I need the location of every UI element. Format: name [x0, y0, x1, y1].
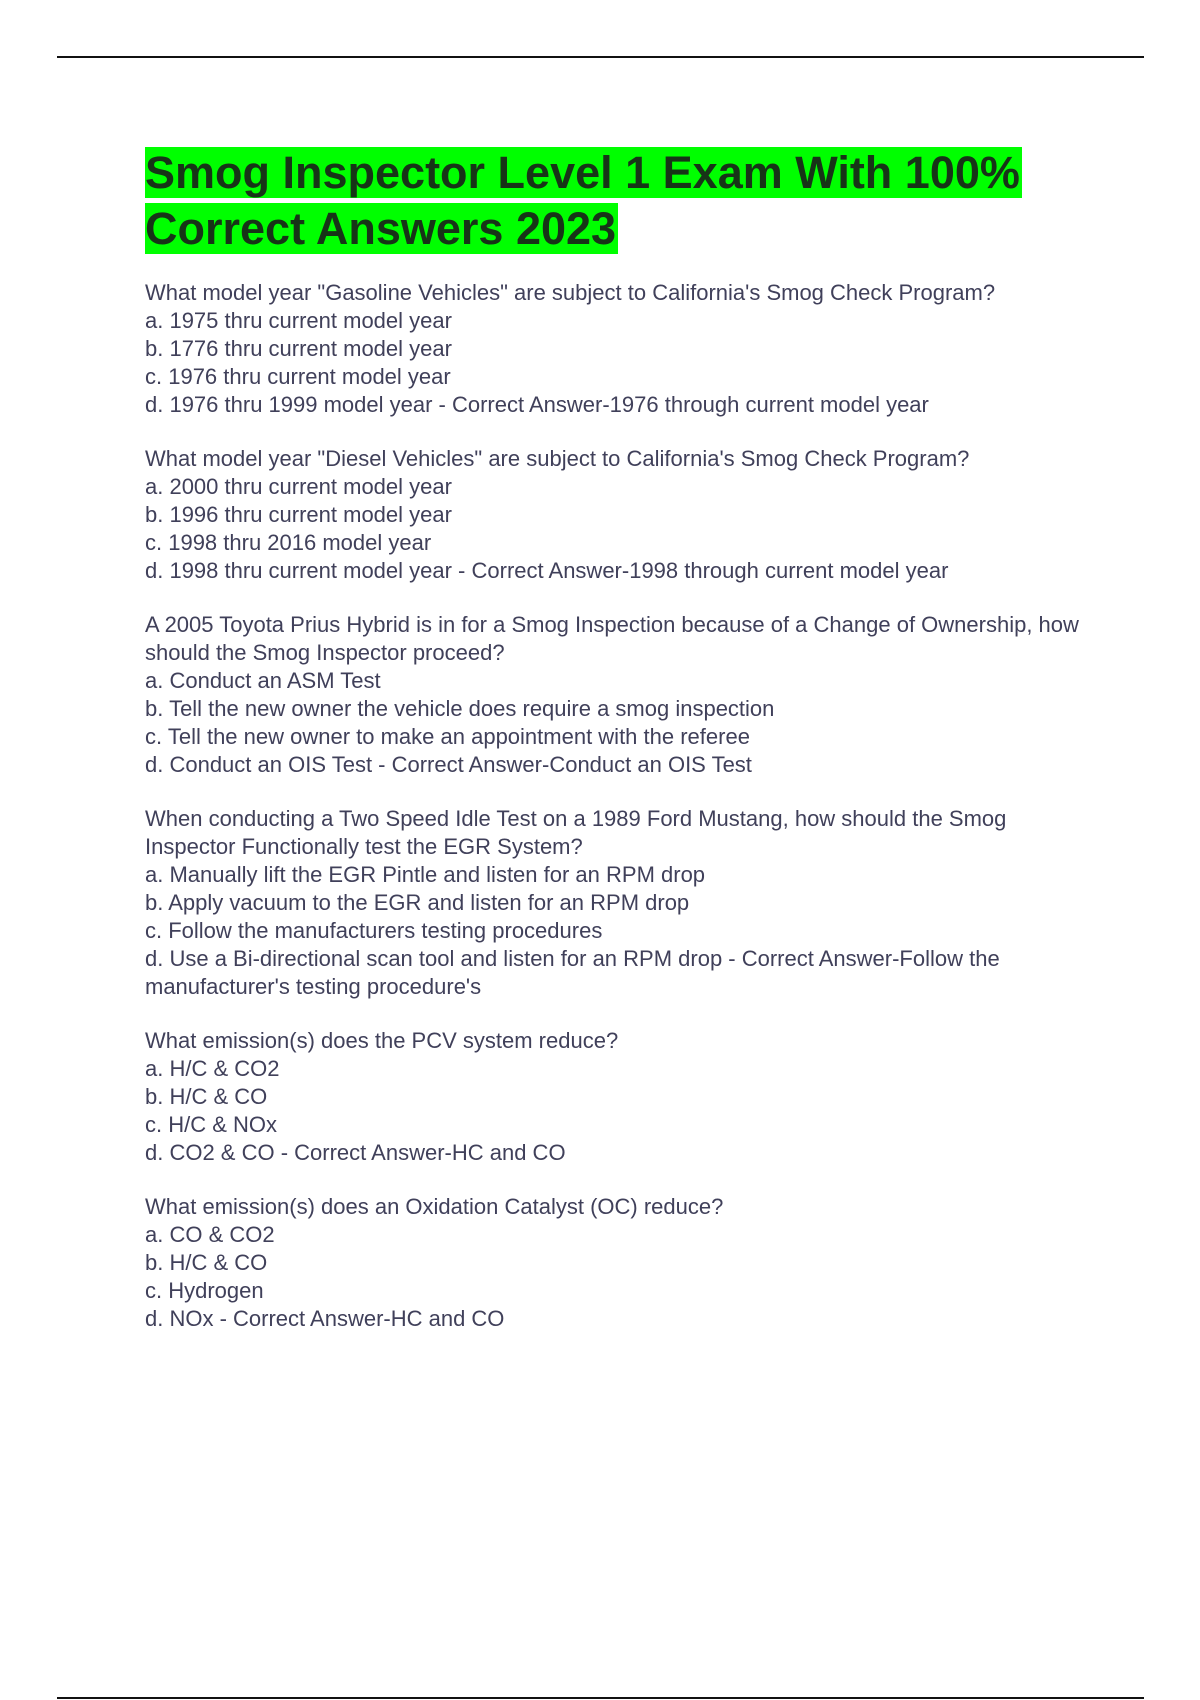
- answer-option-d: d. 1998 thru current model year - Correct Answer-1998 through current model year: [145, 558, 949, 583]
- answer-option-d: d. Use a Bi-directional scan tool and listen for an RPM drop - Correct Answer-Follow the manufacturer's testing procedure's: [145, 946, 1000, 999]
- answer-option-d: d. NOx - Correct Answer-HC and CO: [145, 1306, 505, 1331]
- question-2: [145, 445, 1090, 585]
- answer-option-b: b. H/C & CO: [145, 1250, 268, 1275]
- footer-rule: [57, 1697, 1144, 1699]
- answer-option-a: a. Manually lift the EGR Pintle and listen for an RPM drop: [145, 862, 706, 887]
- answer-option-d: d. 1976 thru 1999 model year - Correct Answer-1976 through current model year: [145, 392, 929, 417]
- title-line-2: Correct Answers 2023: [145, 203, 617, 254]
- header-rule: [57, 56, 1144, 58]
- answer-option-c: c. H/C & NOx: [145, 1112, 278, 1137]
- document-title: [145, 145, 1090, 257]
- question-text: A 2005 Toyota Prius Hybrid is in for a Smog Inspection because of a Change of Ownership, how should the Smog Inspector proceed?: [145, 612, 1079, 665]
- answer-option-c: c. 1998 thru 2016 model year: [145, 530, 432, 555]
- question-5: [145, 1027, 1090, 1167]
- question-text: What emission(s) does an Oxidation Catalyst (OC) reduce?: [145, 1194, 724, 1219]
- answer-option-b: b. 1996 thru current model year: [145, 502, 452, 527]
- question-text: What emission(s) does the PCV system reduce?: [145, 1028, 619, 1053]
- question-1: [145, 279, 1090, 419]
- answer-option-a: a. CO & CO2: [145, 1222, 275, 1247]
- answer-option-c: c. Hydrogen: [145, 1278, 264, 1303]
- answer-option-c: c. 1976 thru current model year: [145, 364, 451, 389]
- answer-option-a: a. H/C & CO2: [145, 1056, 280, 1081]
- answer-option-a: a. 1975 thru current model year: [145, 308, 452, 333]
- question-6: [145, 1193, 1090, 1333]
- question-4: [145, 805, 1090, 1001]
- answer-option-b: b. H/C & CO: [145, 1084, 268, 1109]
- answer-option-d: d. CO2 & CO - Correct Answer-HC and CO: [145, 1140, 566, 1165]
- question-text: What model year "Diesel Vehicles" are subject to California's Smog Check Program?: [145, 446, 970, 471]
- answer-option-a: a. Conduct an ASM Test: [145, 668, 381, 693]
- question-3: [145, 611, 1090, 779]
- answer-option-a: a. 2000 thru current model year: [145, 474, 452, 499]
- title-line-1: Smog Inspector Level 1 Exam With 100%: [145, 147, 1020, 198]
- answer-option-b: b. Apply vacuum to the EGR and listen for an RPM drop: [145, 890, 690, 915]
- answer-option-c: c. Follow the manufacturers testing procedures: [145, 918, 603, 943]
- answer-option-d: d. Conduct an OIS Test - Correct Answer-Conduct an OIS Test: [145, 752, 752, 777]
- answer-option-c: c. Tell the new owner to make an appointment with the referee: [145, 724, 750, 749]
- answer-option-b: b. 1776 thru current model year: [145, 336, 452, 361]
- question-text: When conducting a Two Speed Idle Test on a 1989 Ford Mustang, how should the Smog Inspector Functionally test the EGR System?: [145, 806, 1007, 859]
- answer-option-b: b. Tell the new owner the vehicle does require a smog inspection: [145, 696, 775, 721]
- document-body: [145, 145, 1090, 1359]
- question-text: What model year "Gasoline Vehicles" are subject to California's Smog Check Program?: [145, 280, 996, 305]
